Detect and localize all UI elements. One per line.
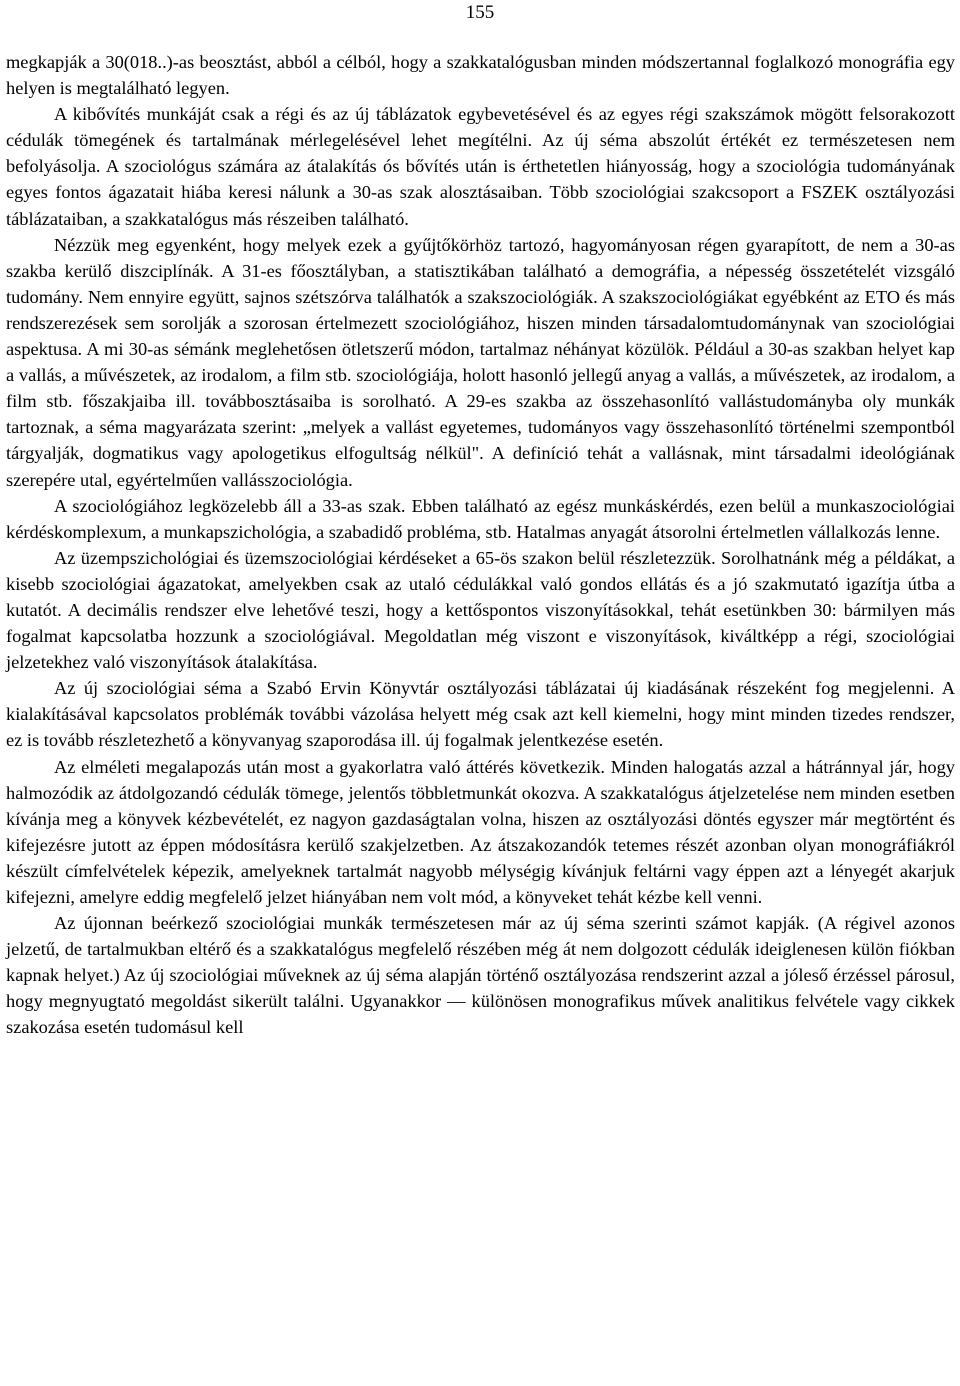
paragraph-new-works: Az újonnan beérkező szociológiai munkák természetesen már az új séma szerinti számot kapják. (A régivel azonos jelzetű, de tartalmukban eltérő és a szakkatalógus megfelelő részében még át nem dolgozott cédulák ideiglenesen külön fiókban kapnak helyet.) Az új szociológiai műveknek az új séma alapján történő osztályozása rendszerint azzal a jóleső érzéssel párosul, hogy megnyugtató megoldást sikerült találni. Ugyanakkor — különösen monografikus művek analitikus felvétele vagy cikkek szakozása esetén tudomásul kell [6, 913, 955, 1038]
paragraph-section-65: Az üzempszichológiai és üzemszociológiai kérdéseket a 65-ös szakon belül részletezzük. Sorolhatnánk még a példákat, a kisebb szociológiai ágazatokat, amelyekben csak az utaló cédulákkal való gondos ellátás és a jó szakmutató igazítja útba a kutatót. A decimális rendszer elve lehetővé teszi, hogy a kettőspontos viszonyításokkal, tehát esetünkben 30: bármilyen más fogalmat kapcsolatba hozzunk a szociológiával. Megoldatlan még viszont e viszonyítások, kiváltképp a régi, szociológiai jelzetekhez való viszonyítások átalakítása. [6, 547, 955, 673]
paragraph-section-33: A szociológiához legközelebb áll a 33-as szak. Ebben található az egész munkáskérdés, ezen belül a munkaszociológiai kérdéskomplexum, a munkapszichológia, a szabadidő probléma, stb. Hatalmas anyagát átsorolni értelmetlen vállalkozás lenne. [6, 495, 955, 542]
paragraph-continuation: megkapják a 30(018..)-as beosztást, abból a célból, hogy a szakkatalógusban minden módszertannal foglalkozó monográfia egy helyen is megtalálható legyen. [6, 52, 955, 99]
page-body [6, 49, 955, 1041]
paragraph-practice: Az elméleti megalapozás után most a gyakorlatra való áttérés következik. Minden halogatás azzal a hátránnyal jár, hogy halmozódik az átdolgozandó cédulák tömege, jelentős többletmunkát okozva. A szakkatalógus átjelzetelése nem minden esetben kívánja meg a könyvek kézbevételét, ez nagyon gazdaságtalan volna, hiszen az osztályozási döntés egyszer már megtörtént és kifejezésre jutott az éppen módosításra kerülő szakjelzetben. Az átszakozandók tetemes részét azonban olyan monográfiákról készült címfelvételek képezik, amelyeknek tartalmát nagyobb mélységig kívánjuk feltárni vagy éppen azt a lényegét akarjuk kifejezni, amelyre eddig megfelelő jelzet hiányában nem volt mód, a könyveket tehát kézbe kell venni. [6, 756, 955, 907]
page-number: 155 [465, 2, 495, 23]
paragraph-disciplines: Nézzük meg egyenként, hogy melyek ezek a gyűjtőkörhöz tartozó, hagyományosan régen gyarapított, de nem a 30-as szakba kerülő diszciplínák. A 31-es főosztályban, a statisztikában található a demográfia, a népesség összetételét vizsgáló tudomány. Nem ennyire együtt, sajnos szétszórva találhatók a szakszociológiák. A szakszociológiákat egyébként az ETO és más rendszerezések sem sorolják a szorosan értelmezett szociológiához, hiszen minden társadalomtudománynak van szociológiai aspektusa. A mi 30-as sémánk meglehetősen ötletszerű módon, tartalmaz néhányat közülök. Például a 30-as szakban helyet kap a vallás, a művészetek, az irodalom, a film stb. szociológiája, holott hasonló jellegű anyag a vallás, a művészetek, az irodalom, a film stb. főszakjaiba ill. továbbosztásaiba is sorolható. A 29-es szakba az összehasonlító vallástudományba oly munkák tartoznak, a séma magyarázata szerint: „melyek a vallást egyetemes, tudományos vagy összehasonlító történelmi szempontból tárgyalják, dogmatikus vagy apologetikus elfogultság nélkül". A definíció tehát a vallásnak, mint társadalmi ideológiának szerepére utal, egyértelműen vallásszociológia. [6, 234, 955, 490]
paragraph-extension-work: A kibővítés munkáját csak a régi és az új táblázatok egybevetésével és az egyes régi szakszámok mögött felsorakozott cédulák tömegének és tartalmának mérlegelésével lehet megítélni. Az új séma abszolút értékét ez természetesen nem befolyásolja. A szociológus számára az átalakítás ós bővítés után is érthetetlen hiányosság, hogy a szociológia tudományának egyes fontos ágazatait hiába keresi nálunk a 30-as szak alosztásaiban. Több szociológiai szakcsoport a FSZEK osztályozási táblázataiban, a szakkatalógus más részeiben található. [6, 104, 955, 229]
paragraph-new-schema: Az új szociológiai séma a Szabó Ervin Könyvtár osztályozási táblázatai új kiadásának részeként fog megjelenni. A kialakításával kapcsolatos problémák további vázolása helyett még csak azt kell kiemelni, hogy mint minden tizedes rendszer, ez is tovább részletezhető a könyvanyag szaporodása ill. új fogalmak jelentkezése esetén. [6, 678, 955, 751]
